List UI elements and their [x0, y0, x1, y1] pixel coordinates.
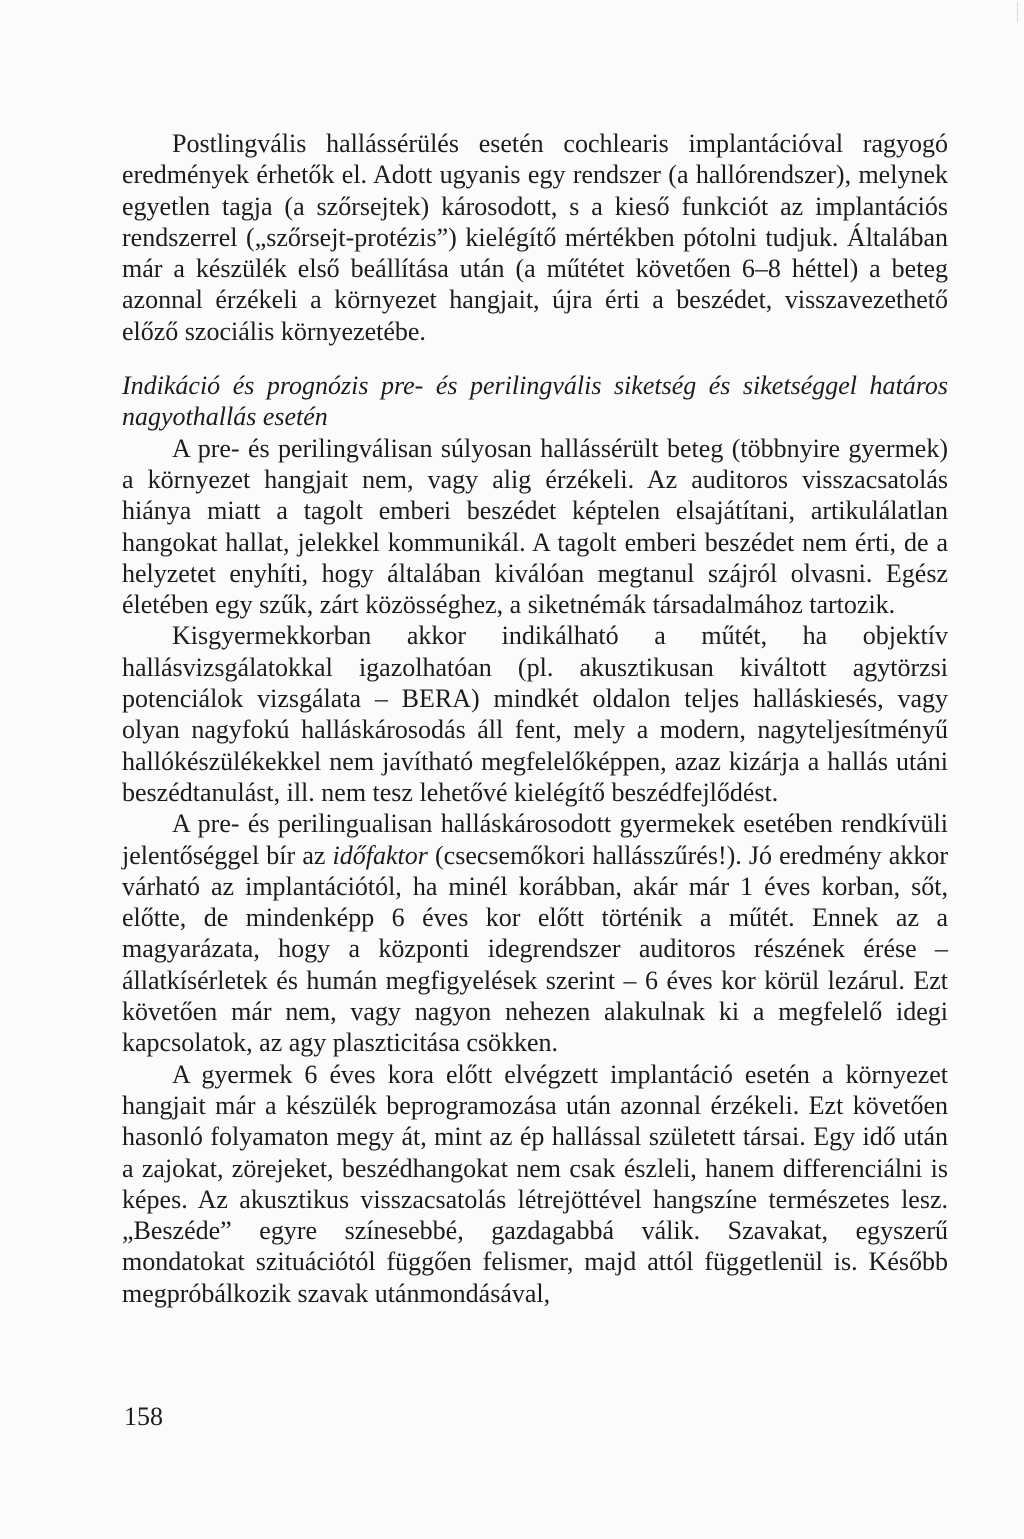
section-heading: Indikáció és prognózis pre- és perilingvális siketség és siketséggel határos nagyothallás esetén: [122, 371, 948, 432]
paragraph-early-implantation: A gyermek 6 éves kora előtt elvégzett implantáció esetén a környezet hangjait már a készülék beprogramozása után azonnal érzékeli. Ezt követően hasonló folyamaton megy át, mint az ép hallással született társai. Egy idő után a zajokat, zörejeket, beszédhangokat nem csak észleli, hanem differenciálni is képes. Az akusztikus visszacsatolás létrejöttével hangszíne természetes lesz. „Beszéde” egyre színesebbé, gazdagabbá válik. Szavakat, egyszerű mondatokat szituációtól függően felismer, majd attól függetlenül is. Később megpróbálkozik szavak utánmondásával,: [122, 1059, 948, 1308]
scan-edge-mark: [1007, 2, 1018, 22]
page-number: 158: [124, 1402, 163, 1431]
page-body: [122, 128, 948, 1309]
time-factor-text-start: A pre- és perilingualisan halláskárosodott gyermekek esetében rendkívüli jelentőséggel bír az: [122, 809, 948, 870]
paragraph-indication: Kisgyermekkorban akkor indikálható a műtét, ha objektív hallásvizsgálatokkal igazolhatóan (pl. akusztikusan kiváltott agytörzsi potenciálok vizsgálata – BERA) mindkét oldalon teljes halláskiesés, vagy olyan nagyfokú halláskárosodás áll fent, mely a modern, nagyteljesítményű hallókészülékekkel nem javítható megfelelőképpen, azaz kizárja a hallás utáni beszédtanulást, ill. nem tesz lehetővé kielégítő beszédfejlődést.: [122, 621, 948, 807]
paragraph-time-factor: [122, 808, 948, 1058]
time-factor-text-end: (csecsemőkori hallásszűrés!). Jó eredmény akkor várható az implantációtól, ha minél korábban, akár már 1 éves korban, sőt, előtte, de mindenképp 6 éves kor előtt történik a műtét. Ennek az a magyarázata, hogy a központi idegrendszer auditoros részének érése – állatkísérletek és humán megfigyelések szerint – 6 éves kor körül lezárul. Ezt követően már nem, vagy nagyon nehezen alakulnak ki a megfelelő idegi kapcsolatok, az agy plaszticitása csökken.: [122, 840, 948, 1058]
time-factor-term: időfaktor: [332, 840, 428, 870]
paragraph-prelingual-intro: A pre- és perilingválisan súlyosan hallássérült beteg (többnyire gyermek) a környezet hangjait nem, vagy alig érzékeli. Az auditoros visszacsatolás hiánya miatt a tagolt emberi beszédet képtelen elsajátítani, artikulálatlan hangokat hallat, jelekkel kommunikál. A tagolt emberi beszédet nem érti, de a helyzetet enyhíti, hogy általában kiválóan megtanul szájról olvasni. Egész életében egy szűk, zárt közösséghez, a siketnémák társadalmához tartozik.: [122, 433, 948, 620]
paragraph-postlingual: Postlingvális hallássérülés esetén cochlearis implantációval ragyogó eredmények érhetők el. Adott ugyanis egy rendszer (a hallórendszer), melynek egyetlen tagja (a szőrsejtek) károsodott, s a kieső funkciót az implantációs rendszerrel („szőrsejt-protézis”) kielégítő mértékben pótolni tudjuk. Általában már a készülék első beállítása után (a műtétet követően 6–8 héttel) a beteg azonnal érzékeli a környezet hangjait, újra érti a beszédet, visszavezethető előző szociális környezetébe.: [122, 129, 948, 346]
